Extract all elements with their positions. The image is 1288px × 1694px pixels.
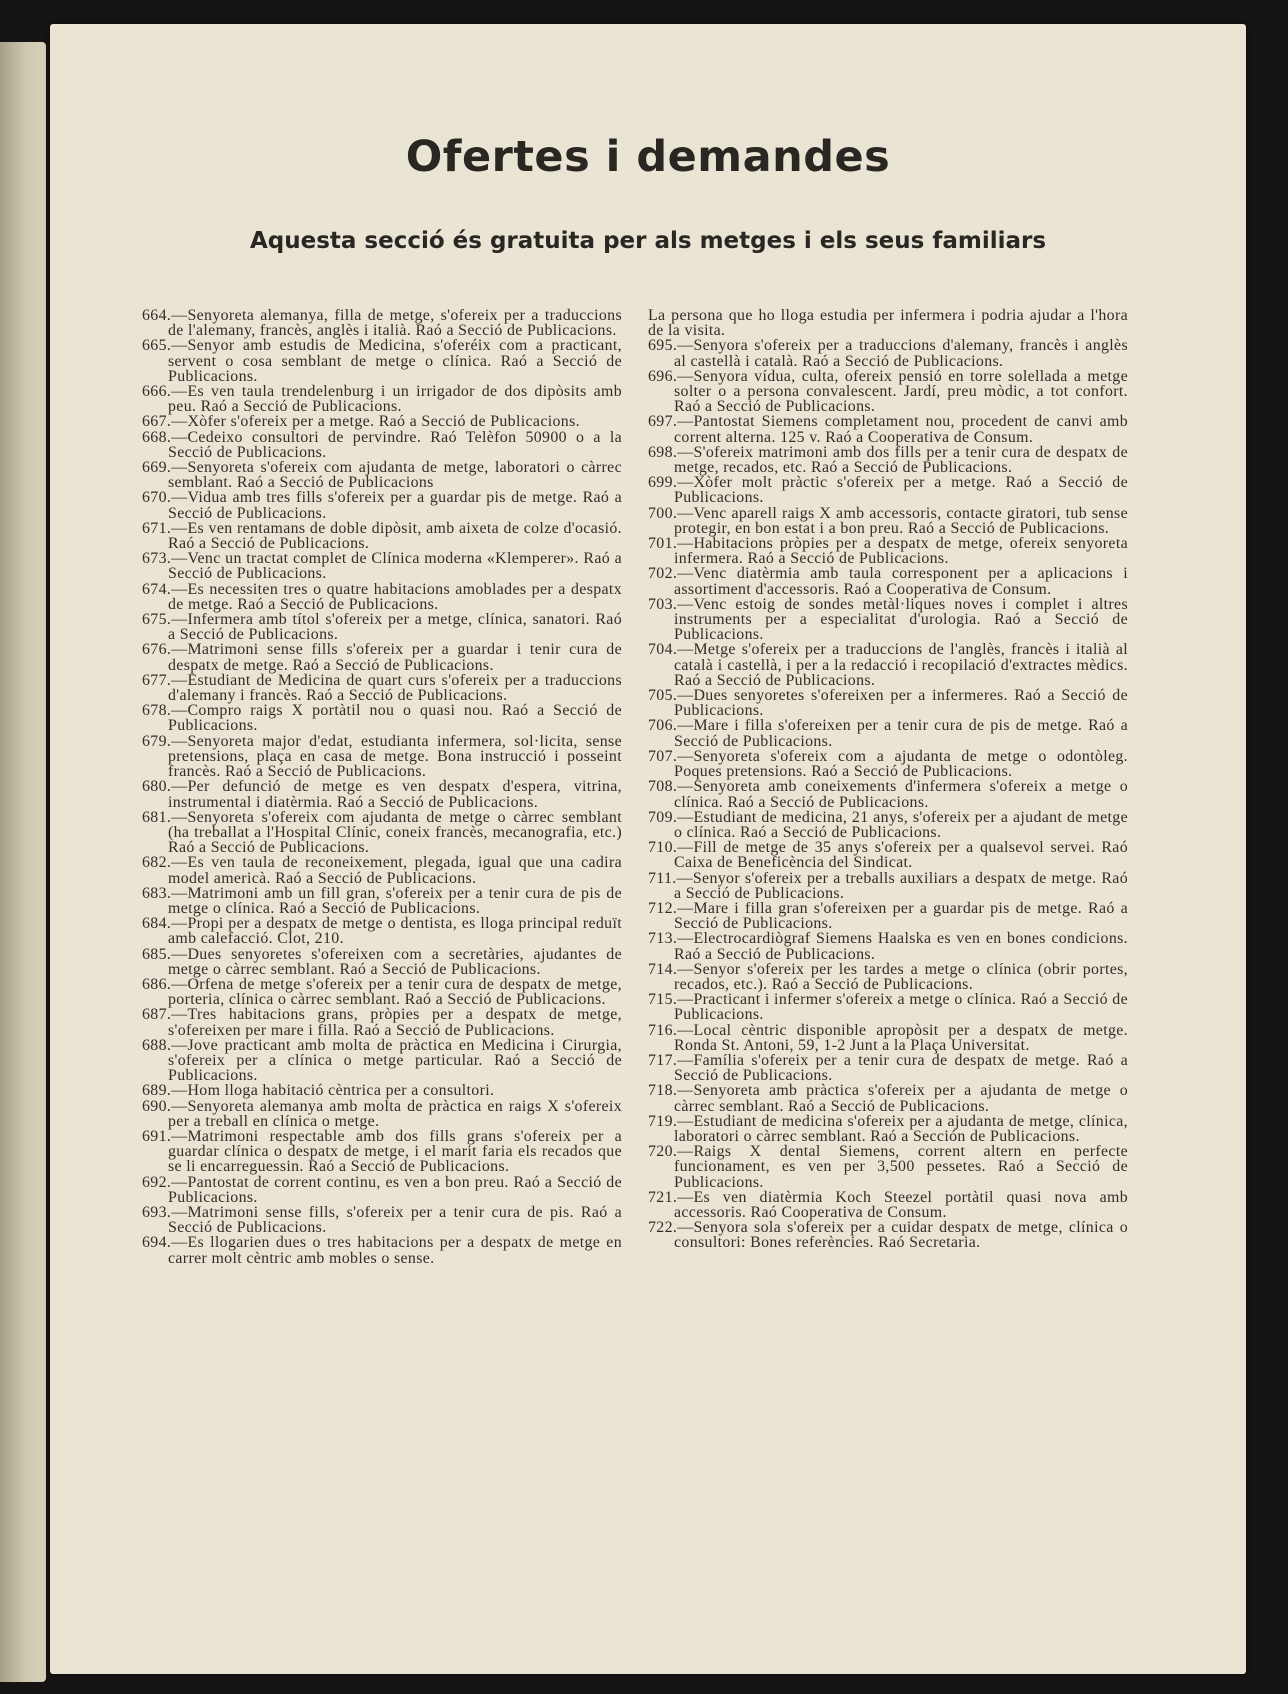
classified-entry: 697.—Pantostat Siemens completament nou, procedent de canvi amb corrent alterna. 125 v. Raó a Cooperativa de Consum.: [648, 413, 1128, 446]
classified-entry: 719.—Estudiant de medicina s'ofereix per a ajudanta de metge, clínica, laboratori o càrrec semblant. Raó a Sección de Publicacions.: [648, 1112, 1128, 1145]
classified-entry: 720.—Raigs X dental Siemens, corrent altern en perfecte funcionament, es ven per 3,500 pessetes. Raó a Secció de Publicacions.: [648, 1143, 1128, 1191]
classified-entry: 683.—Matrimoni amb un fill gran, s'ofereix per a tenir cura de pis de metge o clínica. Raó a Secció de Publicacions.: [142, 884, 622, 917]
classified-entry: 698.—S'ofereix matrimoni amb dos fills per a tenir cura de despatx de metge, recados, etc. Raó a Secció de Publicacions.: [648, 443, 1128, 477]
classified-entry: 702.—Venc diatèrmia amb taula corresponent per a aplicacions i assortiment d'accessoris. Raó a Cooperativa de Consum.: [648, 565, 1128, 598]
classified-entry: 687.—Tres habitacions grans, pròpies per a despatx de metge, s'ofereixen per mare i filla. Raó a Secció de Publicacions.: [142, 1006, 622, 1039]
classified-entry: 692.—Pantostat de corrent continu, es ven a bon preu. Raó a Secció de Publicacions.: [142, 1173, 622, 1206]
classified-entry: 686.—Orfena de metge s'ofereix per a tenir cura de despatx de metge, porteria, clínica o càrrec semblant. Raó a Secció de Publicacions.: [142, 975, 622, 1009]
classified-entry: 700.—Venc aparell raigs X amb accessoris, contacte giratori, tub sense protegir, en bon estat i a bon preu. Raó a Secció de Publicacions.: [648, 504, 1128, 537]
classified-entry: 701.—Habitacions pròpies per a despatx de metge, ofereix senyoreta infermera. Raó a Secció de Publicacions.: [648, 535, 1128, 568]
classified-entry: 716.—Local cèntric disponible apropòsit per a despatx de metge. Ronda St. Antoni, 59, 1-2 Junt a la Plaça Universitat.: [648, 1021, 1128, 1054]
classified-entry: 722.—Senyora sola s'ofereix per a cuidar despatx de metge, clínica o consultori: Bones referències. Raó Secretaria.: [648, 1219, 1128, 1252]
continuation-paragraph: La persona que ho lloga estudia per infermera i podria ajudar a l'hora de la visita.: [648, 307, 1128, 340]
classified-entry: 664.—Senyoreta alemanya, filla de metge, s'ofereix per a traduccions de l'alemany, francès, anglès i italià. Raó a Secció de Publicacions.: [142, 307, 622, 340]
classified-entry: 678.—Compro raigs X portàtil nou o quasi nou. Raó a Secció de Publicacions.: [142, 702, 622, 735]
classified-entry: 708.—Senyoreta amb coneixements d'infermera s'ofereix a metge o clínica. Raó a Secció de Publicacions.: [648, 778, 1128, 811]
classified-entry: 706.—Mare i filla s'ofereixen per a tenir cura de pis de metge. Raó a Secció de Publicacions.: [648, 717, 1128, 750]
classified-entry: 669.—Senyoreta s'ofereix com ajudanta de metge, laboratori o càrrec semblant. Raó a Secció de Publicacions: [142, 459, 622, 492]
classified-entry: 711.—Senyor s'ofereix per a treballs auxiliars a despatx de metge. Raó a Secció de Publicacions.: [648, 869, 1128, 902]
classified-entry: 695.—Senyora s'ofereix per a traduccions d'alemany, francès i anglès al castellà i català. Raó a Secció de Publicacions.: [648, 337, 1128, 370]
page: [50, 24, 1246, 1674]
classified-entry: 707.—Senyoreta s'ofereix com a ajudanta de metge o odontòleg. Poques pretensions. Raó a Secció de Publicacions.: [648, 747, 1128, 781]
classified-entry: 680.—Per defunció de metge es ven despatx d'espera, vitrina, instrumental i diatèrmia. Raó a Secció de Publicacions.: [142, 778, 622, 811]
classified-entry: 673.—Venc un tractat complet de Clínica moderna «Klemperer». Raó a Secció de Publicacions.: [142, 550, 622, 583]
classified-entry: 688.—Jove practicant amb molta de pràctica en Medicina i Cirurgia, s'ofereix per a clínica o metge particular. Raó a Secció de Publicacions.: [142, 1036, 622, 1085]
classified-entry: 689.—Hom lloga habitació cèntrica per a consultori.: [142, 1082, 495, 1100]
left-column: [142, 308, 622, 1266]
classified-entry: 681.—Senyoreta s'ofereix com ajudanta de metge o càrrec semblant (ha treballat a l'Hospital Clínic, coneix francès, mecanografia, etc.) Raó a Secció de Publicacions.: [142, 808, 622, 857]
classified-entry: 667.—Xòfer s'ofereix per a metge. Raó a Secció de Publicacions.: [142, 413, 580, 431]
classified-entry: 671.—Es ven rentamans de doble dipòsit, amb aixeta de colze d'ocasió. Raó a Secció de Publicacions.: [142, 519, 622, 553]
classified-entry: 715.—Practicant i infermer s'ofereix a metge o clínica. Raó a Secció de Publicacions.: [648, 991, 1128, 1024]
classified-entry: 691.—Matrimoni respectable amb dos fills grans s'ofereix per a guardar clínica o despatx de metge, i el marit faria els recados que se li encarreguessin. Raó a Secció de Publicacions.: [142, 1127, 622, 1176]
classified-entry: 675.—Infermera amb títol s'ofereix per a metge, clínica, sanatori. Raó a Secció de Publicacions.: [142, 611, 622, 644]
classified-entry: 717.—Família s'ofereix per a tenir cura de despatx de metge. Raó a Secció de Publicacions.: [648, 1051, 1128, 1085]
classified-entry: 710.—Fill de metge de 35 anys s'ofereix per a qualsevol servei. Raó Caixa de Beneficència del Sindicat.: [648, 839, 1128, 872]
classified-entry: 703.—Venc estoig de sondes metàl·liques noves i complet i altres instruments per a especialitat d'urologia. Raó a Secció de Publicacions.: [648, 595, 1128, 644]
classified-entry: 679.—Senyoreta major d'edat, estudianta infermera, sol·licita, sense pretensions, plaça en casa de metge. Bona instrucció i posseint francès. Raó a Secció de Publicacions.: [142, 732, 622, 781]
classified-entry: 666.—Es ven taula trendelenburg i un irrigador de dos dipòsits amb peu. Raó a Secció de Publicacions.: [142, 383, 622, 416]
classified-entry: 713.—Electrocardiògraf Siemens Haalska es ven en bones condicions. Raó a Secció de Publicacions.: [648, 930, 1128, 963]
classified-entry: 699.—Xòfer molt pràctic s'ofereix per a metge. Raó a Secció de Publicacions.: [648, 474, 1128, 507]
classified-entry: 694.—Es llogarien dues o tres habitacions per a despatx de metge en carrer molt cèntric amb mobles o sense.: [142, 1234, 622, 1267]
page-subtitle: Aquesta secció és gratuita per als metges i els seus familiars: [249, 228, 1047, 254]
classified-entry: 714.—Senyor s'ofereix per les tardes a metge o clínica (obrir portes, recados, etc.). Raó a Secció de Publicacions.: [648, 960, 1128, 993]
classified-entry: 674.—Es necessiten tres o quatre habitacions amoblades per a despatx de metge. Raó a Secció de Publicacions.: [142, 580, 622, 613]
right-column: [648, 308, 1128, 1251]
classified-entry: 709.—Estudiant de medicina, 21 anys, s'ofereix per a ajudant de metge o clínica. Raó a Secció de Publicacions.: [648, 808, 1128, 841]
classified-entry: 670.—Vidua amb tres fills s'ofereix per a guardar pis de metge. Raó a Secció de Publicacions.: [142, 489, 622, 522]
classified-entry: 684.—Propi per a despatx de metge o dentista, es lloga principal reduït amb calefacció. Clot, 210.: [142, 915, 622, 948]
classified-entry: 712.—Mare i filla gran s'ofereixen per a guardar pis de metge. Raó a Secció de Publicacions.: [648, 899, 1128, 933]
classified-entry: 718.—Senyoreta amb pràctica s'ofereix per a ajudanta de metge o càrrec semblant. Raó a Secció de Publicacions.: [648, 1082, 1128, 1115]
classified-entry: 693.—Matrimoni sense fills, s'ofereix per a tenir cura de pis. Raó a Secció de Publicacions.: [142, 1203, 622, 1237]
classified-entry: 682.—Es ven taula de reconeixement, plegada, igual que una cadira model americà. Raó a Secció de Publicacions.: [142, 854, 622, 887]
classified-entry: 690.—Senyoreta alemanya amb molta de pràctica en raigs X s'ofereix per a treball en clínica o metge.: [142, 1097, 622, 1130]
classified-entry: 696.—Senyora vídua, culta, ofereix pensió en torre solellada a metge solter o a persona convalescent. Jardí, preu mòdic, a tot confort. Raó a Secció de Publicacions.: [648, 367, 1128, 416]
classified-entry: 685.—Dues senyoretes s'ofereixen com a secretàries, ajudantes de metge o càrrec semblant. Raó a Secció de Publicacions.: [142, 945, 622, 978]
classified-entry: 668.—Cedeixo consultori de pervindre. Raó Telèfon 50900 o a la Secció de Publicacions.: [142, 428, 622, 461]
classified-entry: 704.—Metge s'ofereix per a traduccions de l'anglès, francès i italià al català i castellà, i per a la redacció i recopilació d'extractes mèdics. Raó a Secció de Publicacions.: [648, 641, 1128, 689]
classified-entry: 721.—Es ven diatèrmia Koch Steezel portàtil quasi nova amb accessoris. Raó Cooperativa de Consum.: [648, 1188, 1128, 1221]
classified-entry: 705.—Dues senyoretes s'ofereixen per a infermeres. Raó a Secció de Publicacions.: [648, 687, 1128, 720]
classified-entry: 665.—Senyor amb estudis de Medicina, s'oferéix com a practicant, servent o cosa semblant de metge o clínica. Raó a Secció de Publicacions.: [142, 337, 622, 385]
classified-entry: 676.—Matrimoni sense fills s'ofereix per a guardar i tenir cura de despatx de metge. Raó a Secció de Publicacions.: [142, 641, 622, 674]
left-page-edge: [0, 42, 46, 1682]
classified-entry: 677.—Estudiant de Medicina de quart curs s'ofereix per a traduccions d'alemany i francès. Raó a Secció de Publicacions.: [142, 671, 622, 705]
page-title: Ofertes i demandes: [405, 132, 891, 182]
